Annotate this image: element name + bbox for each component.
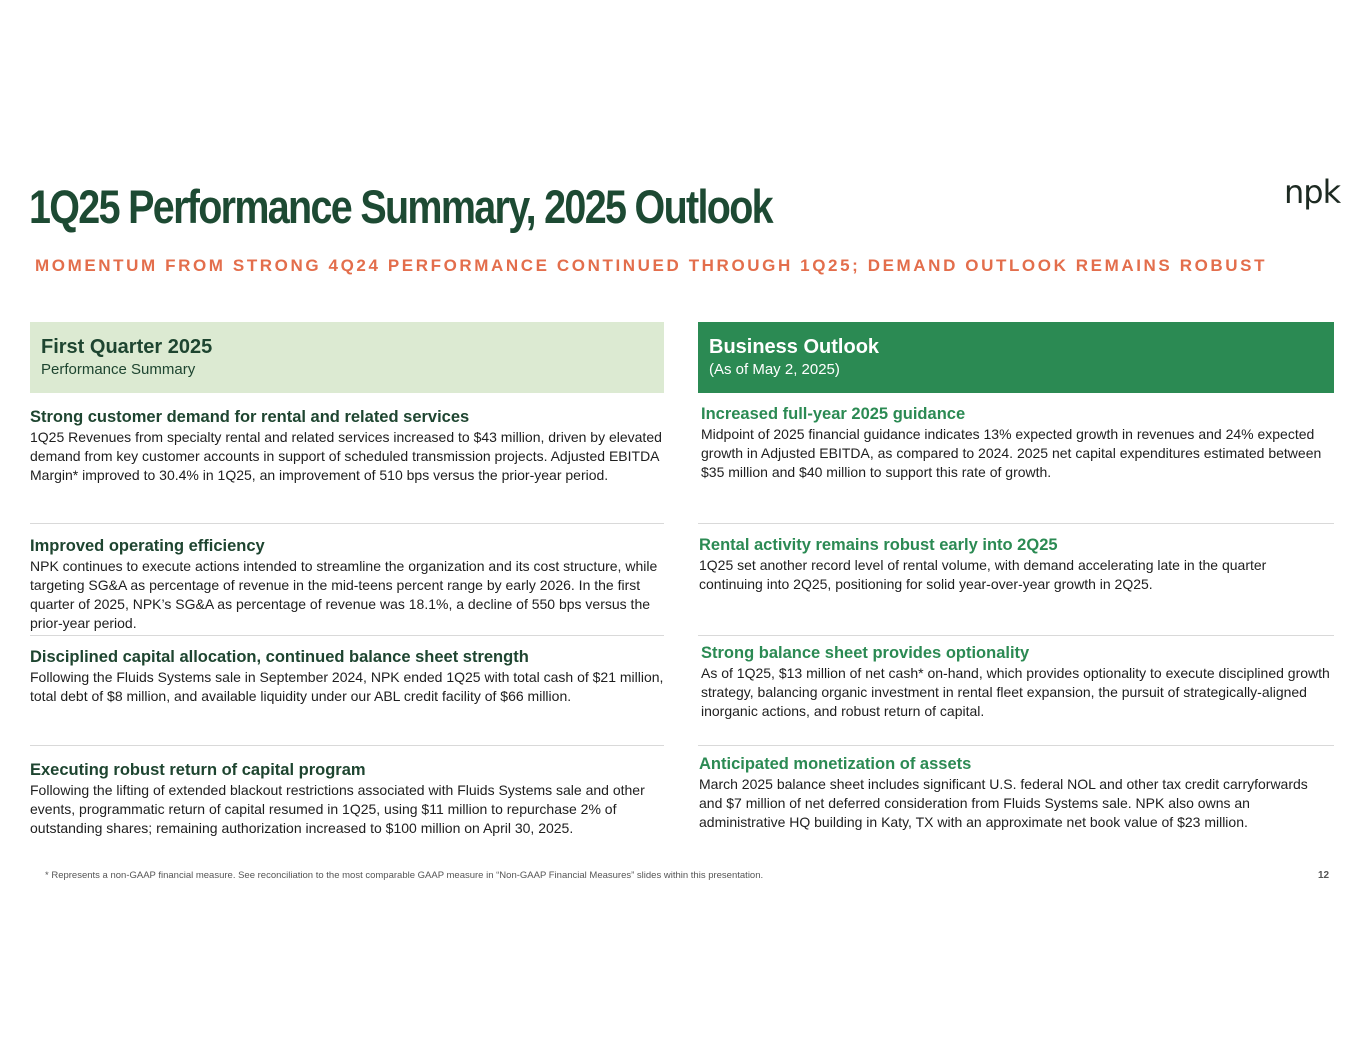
item-title: Increased full-year 2025 guidance: [701, 405, 966, 423]
left-item-capital-allocation: [30, 647, 670, 706]
right-item-guidance: [701, 404, 1336, 482]
right-divider: [698, 523, 1334, 524]
item-title: Improved operating efficiency: [30, 537, 265, 555]
left-item-demand: [30, 407, 670, 485]
item-body: Midpoint of 2025 financial guidance indicates 13% expected growth in revenues and 24% expected growth in Adjusted EBITDA, as compared to 2024. 2025 net capital expenditures estimated between $35 million and $40 million to support this rate of growth.: [701, 426, 1322, 480]
left-item-return-of-capital: [30, 760, 670, 838]
left-panel-subtitle: Performance Summary: [41, 361, 196, 378]
right-panel-title: Business Outlook: [709, 336, 880, 358]
item-body: 1Q25 Revenues from specialty rental and related services increased to $43 million, driven by elevated demand from key customer accounts in support of scheduled transmission projects. Adjusted EBITDA Margin* improved to 30.4% in 1Q25, an improvement of 510 bps versus the prior-year period.: [30, 429, 662, 483]
left-panel-title: First Quarter 2025: [41, 336, 213, 358]
item-title: Strong balance sheet provides optionality: [701, 644, 1030, 662]
page-title: 1Q25 Performance Summary, 2025 Outlook: [29, 180, 772, 233]
right-divider: [698, 745, 1334, 746]
item-title: Anticipated monetization of assets: [699, 755, 972, 773]
right-panel-subtitle: (As of May 2, 2025): [709, 361, 840, 378]
item-body: 1Q25 set another record level of rental volume, with demand accelerating late in the quarter continuing into 2Q25, positioning for solid year-over-year growth in 2Q25.: [699, 557, 1267, 592]
left-divider: [30, 635, 664, 636]
left-divider: [30, 523, 664, 524]
page-number: 12: [1318, 870, 1330, 881]
footnote: * Represents a non-GAAP financial measure. See reconciliation to the most comparable GAAP measure in “Non-GAAP Financial Measures” slides within this presentation.: [45, 870, 764, 881]
item-title: Disciplined capital allocation, continued balance sheet strength: [30, 648, 529, 666]
left-panel-header: [30, 322, 664, 393]
right-divider: [698, 635, 1334, 636]
item-title: Rental activity remains robust early into 2Q25: [699, 536, 1058, 554]
left-divider: [30, 745, 664, 746]
left-item-efficiency: [30, 536, 670, 633]
page-subtitle: MOMENTUM FROM STRONG 4Q24 PERFORMANCE CONTINUED THROUGH 1Q25; DEMAND OUTLOOK REMAINS ROBUST: [35, 256, 1268, 275]
right-panel-header: [698, 322, 1334, 393]
right-item-balance-sheet: [701, 643, 1336, 721]
right-item-monetization: [699, 754, 1334, 832]
item-body: NPK continues to execute actions intended to streamline the organization and its cost structure, while targeting SG&A as percentage of revenue in the mid-teens percent range by early 2026. In the first quarter of 2025, NPK’s SG&A as percentage of revenue was 18.1%, a decline of 550 bps versus the prior-year period.: [30, 558, 658, 631]
right-item-rental-activity: [699, 535, 1334, 594]
npk-logo: npk: [1284, 173, 1341, 211]
item-title: Strong customer demand for rental and related services: [30, 408, 470, 426]
item-body: Following the lifting of extended blackout restrictions associated with Fluids Systems sale and other events, programmatic return of capital resumed in 1Q25, using $11 million to repurchase 2% of outstanding shares; remaining authorization increased to $100 million on April 30, 2025.: [30, 782, 645, 836]
item-body: As of 1Q25, $13 million of net cash* on-hand, which provides optionality to execute disciplined growth strategy, balancing organic investment in rental fleet expansion, the pursuit of strategically-aligned inorganic actions, and robust return of capital.: [701, 665, 1330, 719]
item-body: March 2025 balance sheet includes significant U.S. federal NOL and other tax credit carryforwards and $7 million of net deferred consideration from Fluids Systems sale. NPK also owns an administrative HQ building in Katy, TX with an approximate net book value of $23 million.: [699, 776, 1308, 830]
item-body: Following the Fluids Systems sale in September 2024, NPK ended 1Q25 with total cash of $21 million, total debt of $8 million, and available liquidity under our ABL credit facility of $66 million.: [30, 669, 664, 704]
item-title: Executing robust return of capital program: [30, 761, 366, 779]
